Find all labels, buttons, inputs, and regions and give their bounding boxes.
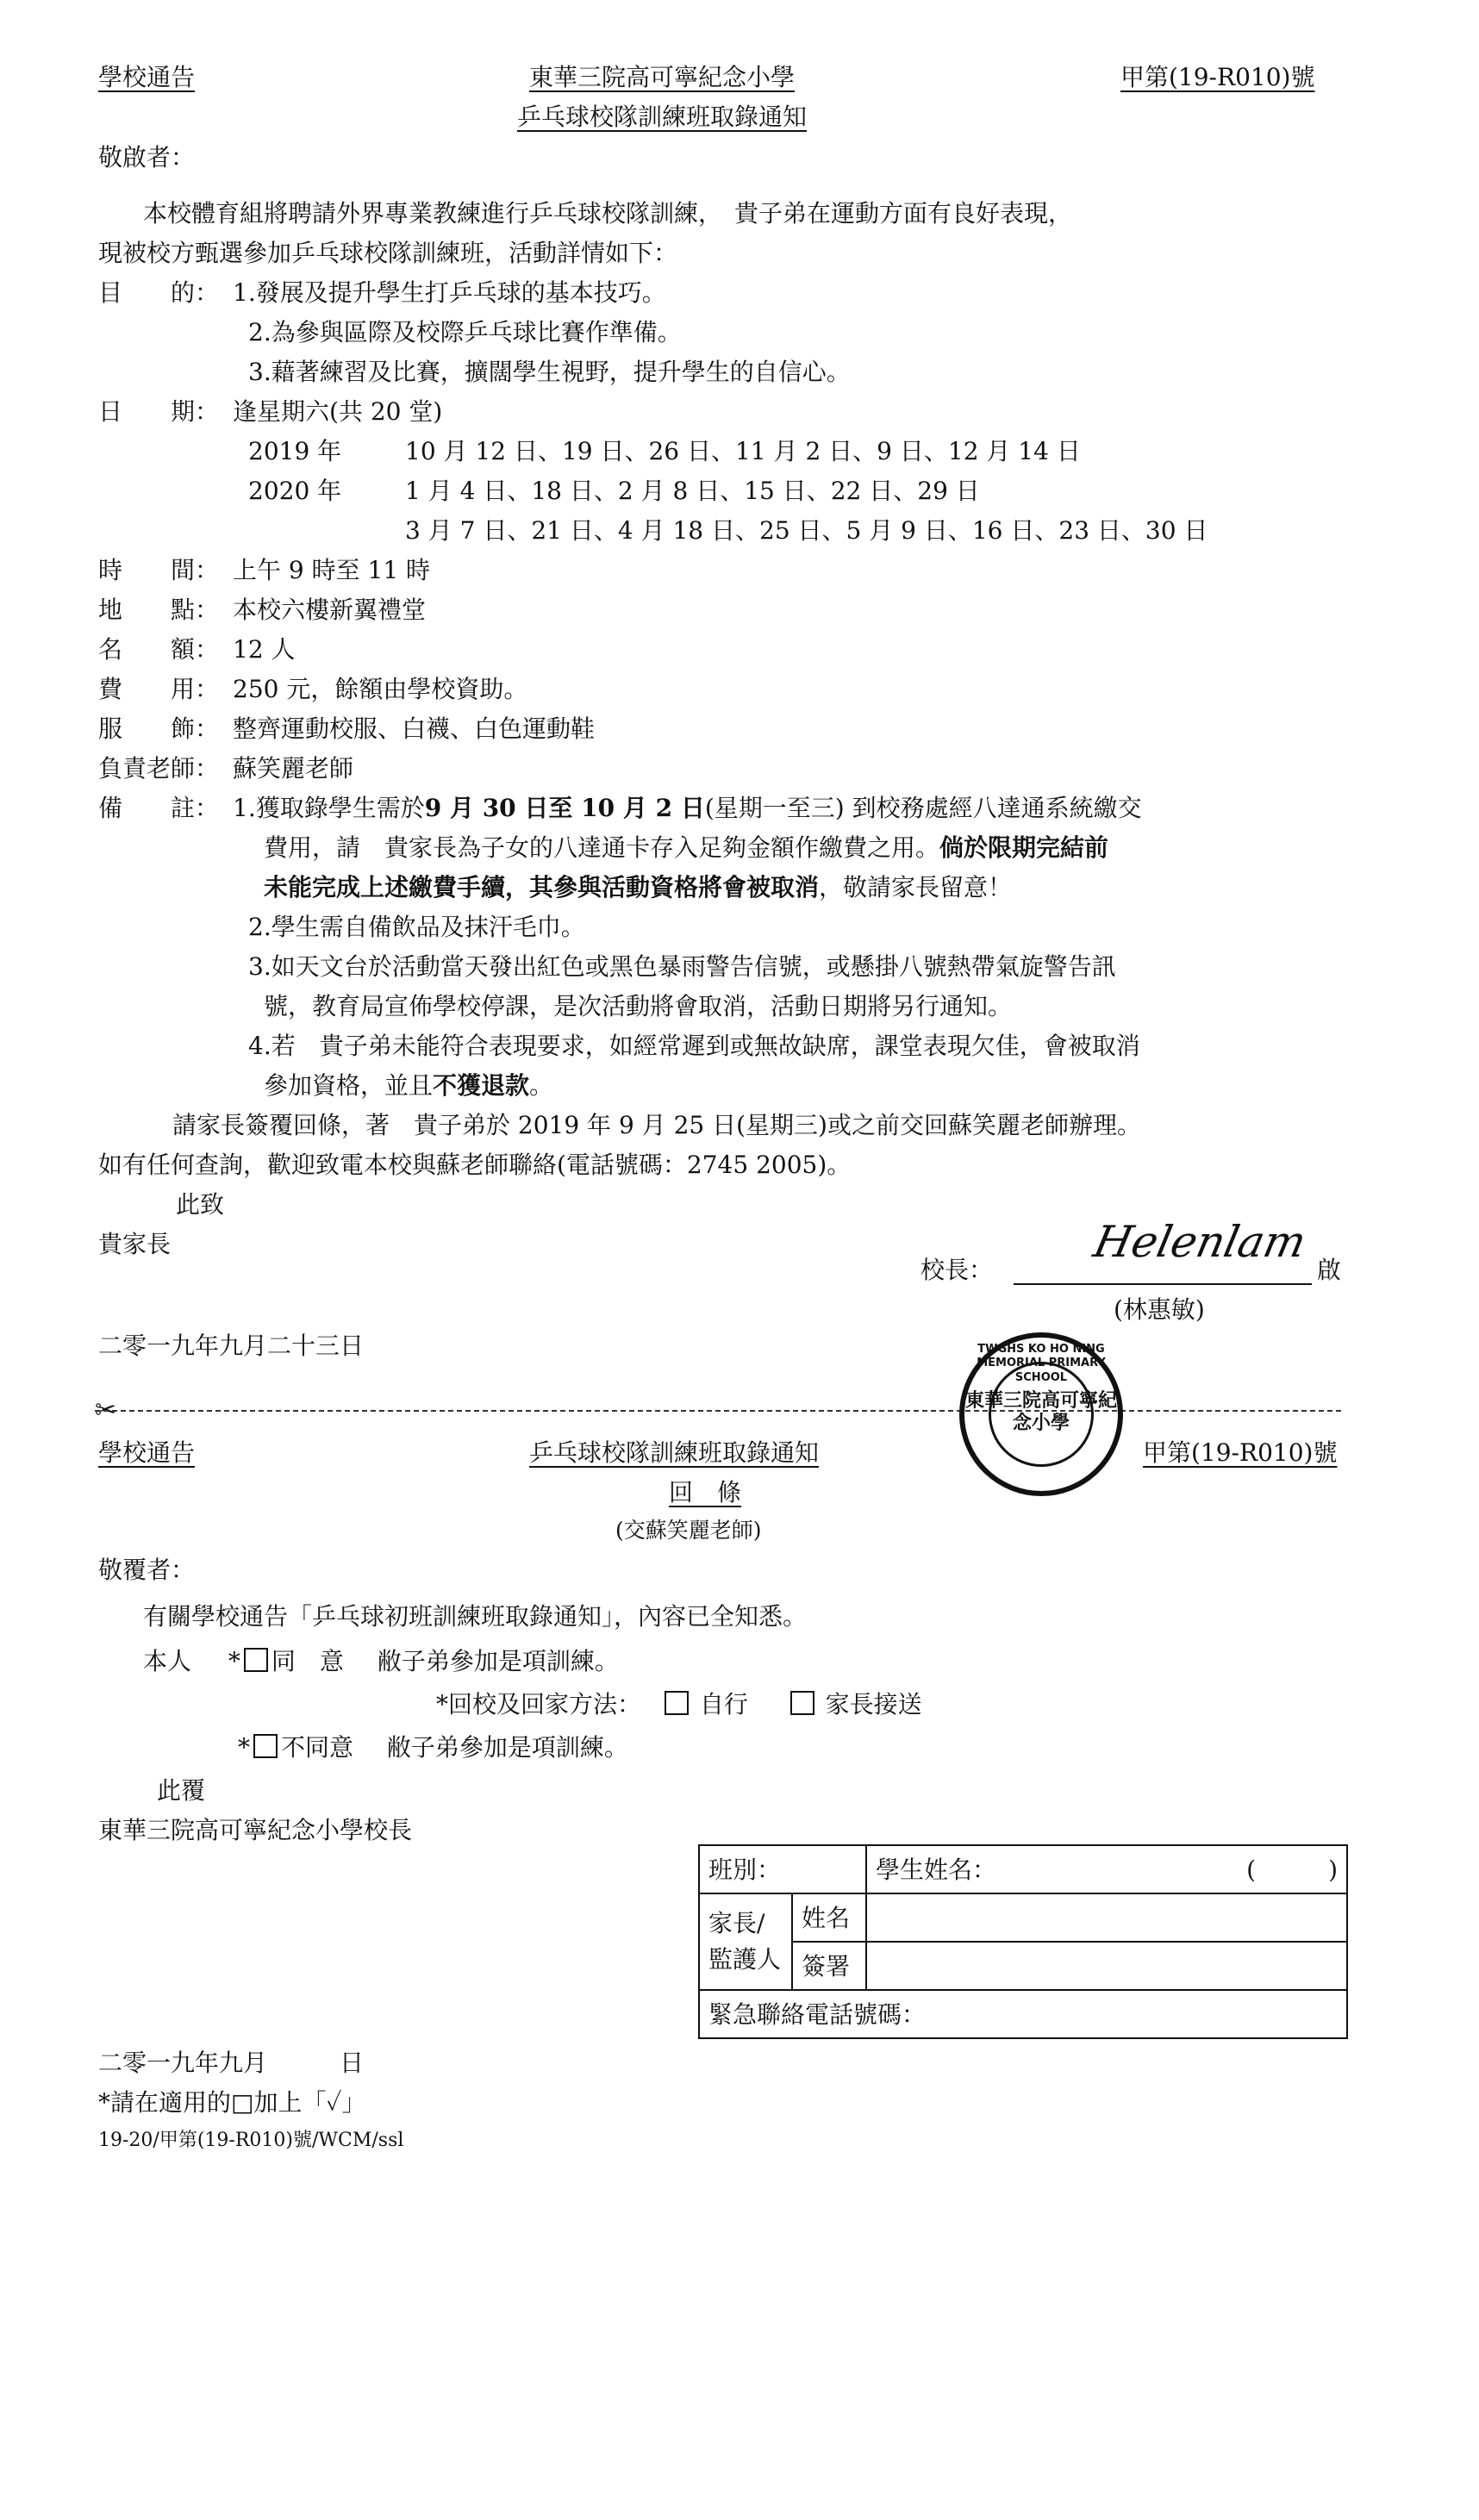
remark-1-c	[264, 872, 1012, 902]
footer-code: 19-20/甲第(19-R010)號/WCM/ssl	[98, 2130, 404, 2151]
teacher-row	[98, 753, 353, 783]
remark-1-a-post: (星期一至三) 到校務處經八達通系統繳交	[704, 794, 1142, 822]
disagree-line	[238, 1732, 628, 1762]
remark-1-b	[264, 833, 1108, 863]
scissors-icon: ✂	[95, 1395, 117, 1425]
dates-2019: 10 月 12 日、19 日、26 日、11 月 2 日、9 日、12 月 14 日	[405, 437, 1081, 465]
purpose-item: 1.發展及提升學生打乒乓球的基本技巧。	[233, 278, 666, 307]
no-refund: 不獲退款	[433, 1071, 530, 1100]
guardian-name-input[interactable]	[866, 1893, 1347, 1942]
seal-center-text: 東華三院高可寧紀念小學	[964, 1389, 1117, 1435]
date-row	[98, 396, 442, 427]
method-line	[436, 1689, 922, 1719]
time-label: 時 間：	[98, 556, 220, 584]
cut-line	[95, 1410, 1341, 1412]
remark-3-a: 3.如天文台於活動當天發出紅色或黑色暴雨警告信號，或懸掛八號熱帶氣旋警告訊	[248, 952, 1116, 981]
principal-name: (林惠敏)	[1114, 1295, 1205, 1324]
teacher-label: 負責老師：	[98, 754, 220, 783]
remark-4-b	[264, 1070, 553, 1101]
student-name-cell[interactable]	[866, 1845, 1347, 1893]
remark-4-b-text: 參加資格，並且	[264, 1071, 434, 1100]
disagree-label: 不同意	[281, 1733, 354, 1762]
purpose-label: 目 的：	[98, 278, 220, 307]
quota-value: 12 人	[233, 635, 296, 664]
qi: 啟	[1317, 1256, 1342, 1284]
notice-ref: 甲第(19-R010)號	[1120, 63, 1315, 91]
intro-line-1: 本校體育組將聘請外界專業教練進行乒乓球校隊訓練， 貴子弟在運動方面有良好表現，	[143, 199, 1073, 228]
notice-type: 學校通告	[98, 63, 196, 91]
signature-line	[1014, 1283, 1312, 1285]
tick-note: *請在適用的□加上「✓」	[98, 2088, 366, 2117]
closing-line-2: 如有任何查詢，歡迎致電本校與蘇老師聯絡(電話號碼：2745 2005)。	[98, 1151, 852, 1179]
time-value: 上午 9 時至 11 時	[233, 556, 431, 584]
guardian-name-label: 姓名	[792, 1893, 866, 1942]
remarks-label: 備 註：	[98, 794, 220, 822]
remark-4-a: 4.若 貴子弟未能符合表現要求，如經常遲到或無故缺席，課堂表現欠佳，會被取消	[248, 1032, 1140, 1060]
guardian-cell	[699, 1893, 792, 1990]
disagree-text: 敝子弟參加是項訓練。	[386, 1733, 628, 1762]
agree-label: 同 意	[271, 1647, 344, 1675]
greeting: 敬啟者：	[98, 143, 196, 172]
place-value: 本校六樓新翼禮堂	[233, 596, 427, 624]
ci-fu: 此覆	[157, 1776, 206, 1805]
intro-line-2: 現被校方甄選參加乒乓球校隊訓練班，活動詳情如下：	[98, 239, 678, 267]
method-self-checkbox[interactable]	[665, 1691, 689, 1715]
remarks-row	[98, 793, 1142, 823]
reply-ref: 甲第(19-R010)號	[1143, 1438, 1338, 1467]
remark-1-b-text: 費用，請 貴家長為子女的八達通卡存入足夠金額作繳費之用。	[264, 833, 940, 862]
fee-value: 250 元，餘額由學校資助。	[233, 675, 528, 703]
reply-slip-heading: 回 條	[669, 1478, 742, 1506]
guardian-label: 家長/監護人	[708, 1909, 782, 1974]
closing-line-1: 請家長簽覆回條，著 貴子弟於 2019 年 9 月 25 日(星期三)或之前交回蘇笑麗老師辦理。	[172, 1111, 1141, 1139]
purpose-item: 3.藉著練習及比賽，擴闊學生視野，提升學生的自信心。	[248, 358, 851, 386]
remark-1-c-bold: 未能完成上述繳費手續，其參與活動資格將會被取消	[264, 873, 820, 901]
purpose-row	[98, 278, 666, 308]
remark-1-a-pre: 1.獲取錄學生需於	[233, 794, 425, 822]
remark-4-b-end: 。	[529, 1071, 554, 1100]
reply-self: 本人	[143, 1647, 192, 1675]
method-self: 自行	[699, 1690, 748, 1718]
issue-date: 二零一九年九月二十三日	[98, 1332, 365, 1360]
remark-1-b-bold: 倘於限期完結前	[939, 833, 1109, 862]
year-2020: 2020 年	[248, 477, 342, 505]
fee-label: 費 用：	[98, 675, 220, 703]
ci-zhi: 此致	[176, 1190, 225, 1219]
guardian-sign-input[interactable]	[866, 1942, 1347, 1990]
date-summary: 逢星期六(共 20 堂)	[233, 397, 443, 426]
reply-greeting: 敬覆者：	[98, 1556, 196, 1584]
emergency-phone-cell[interactable]	[699, 1990, 1347, 2038]
disagree-checkbox[interactable]	[253, 1734, 278, 1758]
purpose-item: 2.為參與區際及校際乒乓球比賽作準備。	[248, 318, 682, 346]
school-seal	[959, 1332, 1123, 1496]
school-name: 東華三院高可寧紀念小學	[529, 63, 796, 91]
student-info-table	[698, 1844, 1348, 2039]
remark-1-c-text: ，敬請家長留意！	[819, 873, 1013, 901]
recipient: 貴家長	[98, 1230, 172, 1258]
teacher-value: 蘇笑麗老師	[233, 754, 354, 783]
place-label: 地 點：	[98, 596, 220, 624]
attire-value: 整齊運動校服、白襪、白色運動鞋	[233, 714, 596, 743]
principal-label: 校長：	[920, 1256, 994, 1284]
remark-2: 2.學生需自備飲品及抹汗毛巾。	[248, 913, 585, 941]
reply-to-principal: 東華三院高可寧紀念小學校長	[98, 1816, 413, 1844]
principal-signature: Helenlam	[1089, 1217, 1311, 1267]
student-name-label: 學生姓名：	[876, 1855, 997, 1884]
method-parent: 家長接送	[825, 1690, 922, 1718]
asterisk: *	[228, 1647, 240, 1675]
seal-rim-text: TWGHS KO HO NING MEMORIAL PRIMARY SCHOOL	[977, 1343, 1106, 1384]
payment-period: 9 月 30 日至 10 月 2 日	[424, 794, 705, 822]
dates-2020-b: 3 月 7 日、21 日、4 月 18 日、25 日、5 月 9 日、16 日、23 日、30 日	[405, 516, 1208, 545]
reply-to: (交蘇笑麗老師)	[615, 1518, 762, 1543]
reply-ack: 有關學校通告「乒乓球初班訓練班取錄通知」，內容已全知悉。	[143, 1602, 808, 1631]
emergency-phone-label: 緊急聯絡電話號碼：	[708, 1999, 927, 2029]
class-cell[interactable]	[699, 1845, 866, 1893]
remark-3-b: 號，教育局宣佈學校停課，是次活動將會取消，活動日期將另行通知。	[264, 992, 1013, 1020]
year-2019: 2019 年	[248, 437, 342, 465]
method-label: *回校及回家方法：	[436, 1690, 642, 1718]
agree-line	[143, 1646, 619, 1676]
quota-row	[98, 634, 296, 664]
asterisk: *	[238, 1733, 250, 1762]
agree-text: 敝子弟參加是項訓練。	[377, 1647, 619, 1675]
method-parent-checkbox[interactable]	[790, 1691, 814, 1715]
guardian-sign-label: 簽署	[792, 1942, 866, 1990]
class-label: 班別：	[708, 1855, 782, 1884]
notice-title: 乒乓球校隊訓練班取錄通知	[517, 103, 808, 131]
reply-title: 乒乓球校隊訓練班取錄通知	[529, 1438, 820, 1467]
class-number-bracket: ( )	[1246, 1855, 1338, 1884]
fee-row	[98, 674, 527, 704]
dates-2020-a: 1 月 4 日、18 日、2 月 8 日、15 日、22 日、29 日	[405, 477, 980, 505]
attire-row	[98, 714, 595, 744]
reply-notice-type: 學校通告	[98, 1438, 196, 1467]
reply-date: 二零一九年九月 日	[98, 2049, 365, 2077]
date-label: 日 期：	[98, 397, 220, 426]
time-row	[98, 555, 430, 585]
agree-checkbox[interactable]	[244, 1648, 268, 1672]
attire-label: 服 飾：	[98, 714, 220, 743]
place-row	[98, 595, 426, 625]
quota-label: 名 額：	[98, 635, 220, 664]
